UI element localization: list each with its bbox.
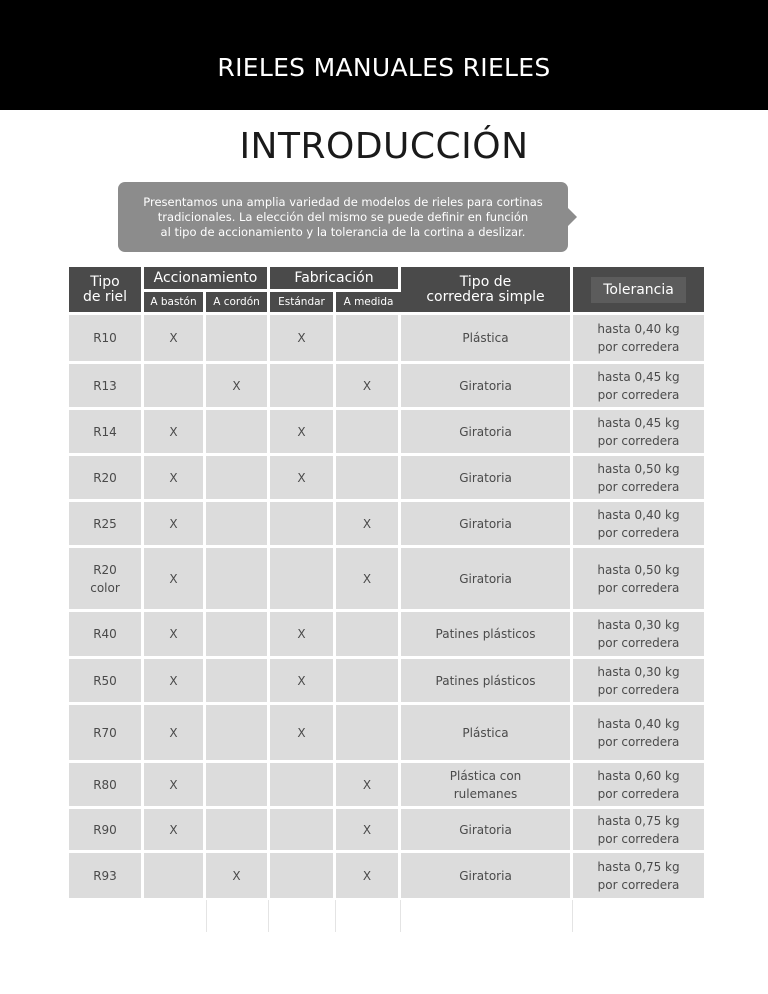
intro-line: al tipo de accionamiento y la tolerancia de la cortina a deslizar. (160, 224, 526, 239)
cell-tipo-riel: R13 (69, 364, 144, 410)
cell-a-medida (336, 410, 401, 456)
cell-a-baston: X (144, 410, 206, 456)
cell-tolerancia: hasta 0,45 kg por corredera (573, 364, 704, 410)
cell-estandar (270, 763, 336, 809)
cell-tolerancia: hasta 0,60 kg por corredera (573, 763, 704, 809)
cell-a-cordon (206, 612, 270, 659)
cell-estandar: X (270, 315, 336, 364)
cell-corredera: Patines plásticos (401, 659, 573, 705)
cell-corredera: Patines plásticos (401, 612, 573, 659)
intro-line: Presentamos una amplia variedad de modelos de rieles para cortinas (143, 194, 543, 209)
header-tipo-riel: Tipo de riel (69, 267, 144, 315)
cell-a-cordon (206, 705, 270, 763)
cell-estandar (270, 809, 336, 853)
cell-a-baston: X (144, 315, 206, 364)
cell-corredera: Giratoria (401, 410, 573, 456)
cell-a-cordon (206, 548, 270, 612)
cell-estandar (270, 548, 336, 612)
table-row (69, 853, 704, 901)
cell-tipo-riel: R25 (69, 502, 144, 548)
intro-line: tradicionales. La elección del mismo se puede definir en función (157, 209, 529, 224)
column-guide (206, 900, 207, 932)
cell-tipo-riel: R20 (69, 456, 144, 502)
cell-a-baston: X (144, 548, 206, 612)
header-fabricacion: Fabricación (270, 267, 401, 292)
cell-corredera: Giratoria (401, 853, 573, 901)
table-row (69, 410, 704, 456)
cell-estandar (270, 364, 336, 410)
header-tipo-corredera: Tipo de corredera simple (401, 267, 573, 315)
cell-a-medida: X (336, 763, 401, 809)
cell-a-cordon (206, 659, 270, 705)
cell-a-baston (144, 364, 206, 410)
banner-title: RIELES MANUALES RIELES (217, 52, 551, 82)
page-title: INTRODUCCIÓN (239, 126, 529, 167)
cell-a-cordon (206, 315, 270, 364)
cell-tolerancia: hasta 0,75 kg por corredera (573, 853, 704, 901)
cell-a-baston: X (144, 612, 206, 659)
cell-a-medida (336, 456, 401, 502)
table-row (69, 456, 704, 502)
cell-tolerancia: hasta 0,50 kg por corredera (573, 548, 704, 612)
cell-corredera: Giratoria (401, 456, 573, 502)
cell-a-baston: X (144, 763, 206, 809)
cell-tipo-riel: R80 (69, 763, 144, 809)
table-row (69, 612, 704, 659)
table-row (69, 502, 704, 548)
header-a-baston: A bastón (144, 292, 206, 315)
cell-a-cordon: X (206, 364, 270, 410)
cell-a-cordon (206, 456, 270, 502)
cell-tolerancia: hasta 0,45 kg por corredera (573, 410, 704, 456)
cell-a-baston (144, 853, 206, 901)
column-guide (400, 900, 401, 932)
cell-estandar (270, 853, 336, 901)
cell-tolerancia: hasta 0,75 kg por corredera (573, 809, 704, 853)
cell-a-cordon (206, 763, 270, 809)
tolerancia-label: Tolerancia (591, 277, 686, 303)
cell-a-medida: X (336, 548, 401, 612)
header-tolerancia (573, 267, 704, 315)
cell-tolerancia: hasta 0,30 kg por corredera (573, 659, 704, 705)
cell-estandar: X (270, 659, 336, 705)
table-row (69, 548, 704, 612)
intro-callout (118, 182, 568, 252)
cell-tolerancia: hasta 0,40 kg por corredera (573, 315, 704, 364)
cell-tipo-riel: R93 (69, 853, 144, 901)
cell-a-medida: X (336, 364, 401, 410)
table-row (69, 364, 704, 410)
cell-corredera: Plástica con rulemanes (401, 763, 573, 809)
cell-tolerancia: hasta 0,40 kg por corredera (573, 705, 704, 763)
header-a-medida: A medida (336, 292, 401, 315)
cell-a-cordon (206, 410, 270, 456)
cell-a-medida (336, 612, 401, 659)
cell-tolerancia: hasta 0,50 kg por corredera (573, 456, 704, 502)
cell-estandar: X (270, 410, 336, 456)
cell-a-medida (336, 315, 401, 364)
cell-corredera: Plástica (401, 705, 573, 763)
intro-text (143, 195, 543, 240)
table-row (69, 763, 704, 809)
cell-tipo-riel: R70 (69, 705, 144, 763)
cell-corredera: Giratoria (401, 548, 573, 612)
cell-a-medida (336, 659, 401, 705)
cell-corredera: Plástica (401, 315, 573, 364)
cell-corredera: Giratoria (401, 364, 573, 410)
cell-estandar: X (270, 456, 336, 502)
cell-tipo-riel: R14 (69, 410, 144, 456)
table-row (69, 659, 704, 705)
cell-a-cordon (206, 502, 270, 548)
top-banner (0, 0, 768, 110)
table-row (69, 705, 704, 763)
cell-tolerancia: hasta 0,30 kg por corredera (573, 612, 704, 659)
column-guide (268, 900, 269, 932)
cell-corredera: Giratoria (401, 809, 573, 853)
cell-a-baston: X (144, 809, 206, 853)
cell-estandar: X (270, 705, 336, 763)
cell-a-cordon: X (206, 853, 270, 901)
cell-tipo-riel: R90 (69, 809, 144, 853)
cell-estandar (270, 502, 336, 548)
rails-table (69, 267, 704, 901)
cell-a-medida: X (336, 853, 401, 901)
cell-a-medida (336, 705, 401, 763)
column-guide (572, 900, 573, 932)
column-guide (335, 900, 336, 932)
cell-a-baston: X (144, 705, 206, 763)
cell-tolerancia: hasta 0,40 kg por corredera (573, 502, 704, 548)
cell-tipo-riel: R40 (69, 612, 144, 659)
cell-tipo-riel: R50 (69, 659, 144, 705)
cell-tipo-riel: R10 (69, 315, 144, 364)
cell-a-medida: X (336, 502, 401, 548)
header-estandar: Estándar (270, 292, 336, 315)
table-row (69, 315, 704, 364)
cell-estandar: X (270, 612, 336, 659)
cell-a-baston: X (144, 659, 206, 705)
header-accionamiento: Accionamiento (144, 267, 270, 292)
table-row (69, 809, 704, 853)
cell-a-baston: X (144, 456, 206, 502)
cell-tipo-riel: R20 color (69, 548, 144, 612)
cell-a-cordon (206, 809, 270, 853)
header-a-cordon: A cordón (206, 292, 270, 315)
cell-a-medida: X (336, 809, 401, 853)
cell-a-baston: X (144, 502, 206, 548)
cell-corredera: Giratoria (401, 502, 573, 548)
